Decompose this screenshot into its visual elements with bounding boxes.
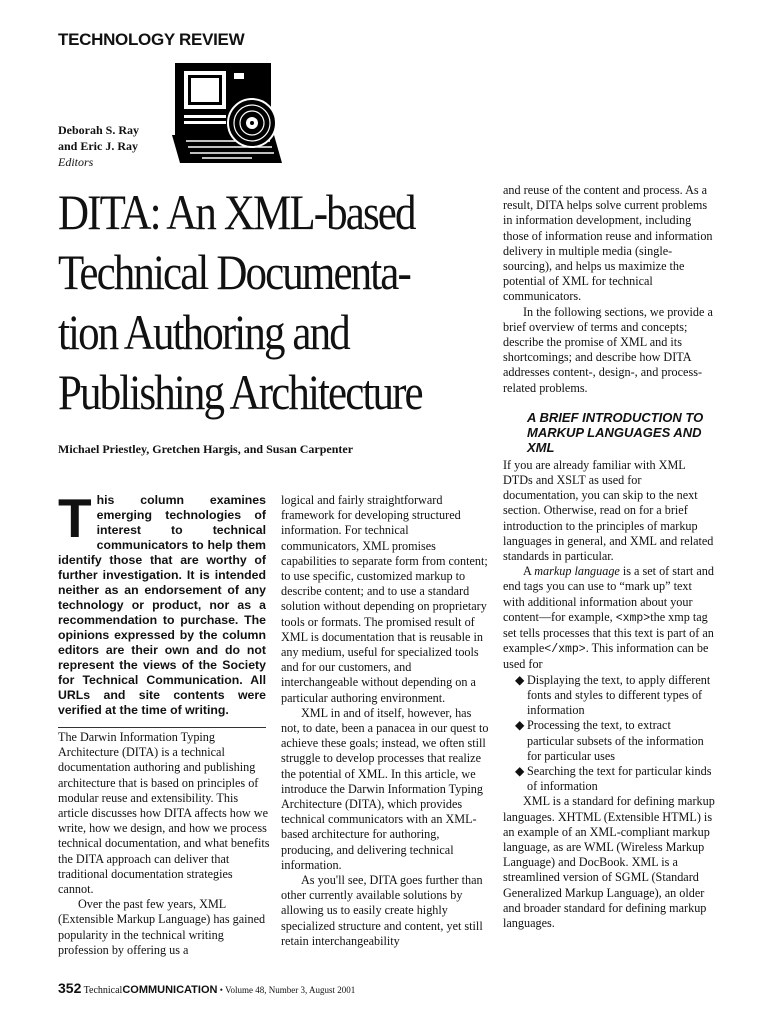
computer-and-disc-icon	[172, 63, 282, 163]
intro-text: his column examines emerging technologies of interest to technical communicators to help them identify those that are worthy of further investigation. It is intended neither as an endorsement of any technology or product, nor as a recommendation to purchase. The opinions expressed by the column editors are their own and do not represent the views of the Society for Technical Communication. All URLs and site contents were verified at the time of writing.	[58, 493, 266, 717]
term: markup language	[534, 564, 620, 579]
drop-cap: T	[58, 487, 92, 549]
paragraph: and reuse of the content and process. As a result, DITA helps solve current problems in information development, including those of information reuse and information delivery in multiple media (single-sourcing), and helps us maximize the potential of XML for technical communicators.	[503, 183, 713, 304]
bullet-icon: ◆	[515, 672, 525, 687]
page-footer	[58, 980, 355, 996]
paragraph: logical and fairly straightforward framework for developing structured information. For technical communicators, XML promises capabilities to separate form from content; to use specific, customized markup to describe content; and to use a standard solution without depending on proprietary tools or formats. The promised result of XML is documentation that is reusable in any medium, useful for specialized tools and for our customers, and interchangeable without depending on a particular authoring environment.	[281, 493, 488, 705]
journal-name-part: COMMUNICATION	[122, 984, 218, 996]
paragraph: If you are already familiar with XML DTDs and XSLT as used for documentation, you can skip to the next section. Otherwise, read on for a brief introduction to the principles of markup languages in general, and XML and related standards in particular.	[503, 457, 714, 564]
title-line: Publishing Architecture	[58, 364, 422, 420]
paragraph: XML is a standard for defining markup languages. XHTML (Extensible HTML) is an example of an XML-compliant markup language, as are WML (Wireless Markup Language) and DocBook. XML is a streamlined version of SGML (Standard Generalized Markup Language), an older and broader standard for defining markup languages.	[503, 794, 715, 930]
column-intro	[58, 487, 266, 718]
editor-name: Deborah S. Ray	[58, 123, 140, 137]
section-heading: A BRIEF INTRODUCTION TO MARKUP LANGUAGES AND XML	[527, 409, 704, 455]
divider	[58, 727, 266, 728]
paragraph: XML in and of itself, however, has not, to date, been a panacea in our quest to achieve these goals; instead, we often still struggle to develop processes that realize the potential of XML. In this article, we introduce the Darwin Information Typing Architecture (DITA), which provides technical communicators with an XML-based architecture for authoring, producing, and delivering technical information.	[281, 705, 489, 872]
code-tag: </xmp>	[544, 643, 586, 657]
page-number: 352	[58, 980, 82, 996]
editors-role: Editors	[58, 155, 94, 169]
paragraph: As you'll see, DITA goes further than other currently available solutions by allowing us to easily create highly specialized structure and content, yet still retain interchangeability	[281, 873, 483, 948]
code-tag: <xmp>	[615, 611, 651, 625]
paragraph: In the following sections, we provide a brief overview of terms and concepts; describe the promise of XML and its shortcomings; and describe how DITA addresses content-, design-, and process-related problems.	[503, 304, 713, 395]
article-authors: Michael Priestley, Gretchen Hargis, and Susan Carpenter	[58, 442, 354, 456]
body-column-2	[281, 493, 489, 949]
paragraph: Over the past few years, XML (Extensible Markup Language) has gained popularity in the technical writing profession by offering us a	[58, 897, 266, 957]
title-line: DITA: An XML-based	[58, 184, 415, 240]
issue-info: Volume 48, Number 3, August 2001	[225, 985, 356, 995]
list-item: ◆ Processing the text, to extract particular subsets of the information for particular uses	[515, 718, 704, 763]
editors-block	[58, 122, 139, 170]
footer-bullet: •	[219, 985, 223, 995]
list-item: ◆ Searching the text for particular kinds of information	[515, 763, 712, 794]
body-column-1	[58, 730, 270, 958]
paragraph: A markup language is a set of start and end tags you can use to “mark up” text with additional information about your content—for example, <xmp>the xmp tag set tells processes that this text is part of an example</xmp>. This information can be used for	[503, 564, 714, 672]
bullet-icon: ◆	[515, 763, 525, 778]
editor-name: and Eric J. Ray	[58, 139, 139, 153]
journal-name-part: Technical	[83, 985, 123, 996]
section-label: TECHNOLOGY REVIEW	[58, 30, 245, 49]
list-item: ◆ Displaying the text, to apply different fonts and styles to different types of information	[515, 672, 711, 718]
title-line: tion Authoring and	[58, 304, 349, 360]
paragraph: The Darwin Information Typing Architecture (DITA) is a technical documentation authoring and publishing architecture that is based on principles of modular reuse and extensibility. This article discusses how DITA affects how we write, how we design, and how we process technical documentation, and what benefits the DITA approach can deliver that traditional documentation strategies cannot.	[58, 730, 270, 897]
title-line: Technical Documenta-	[58, 244, 410, 300]
article-title	[58, 182, 436, 422]
bullet-icon: ◆	[515, 718, 525, 733]
body-column-3	[503, 183, 715, 931]
